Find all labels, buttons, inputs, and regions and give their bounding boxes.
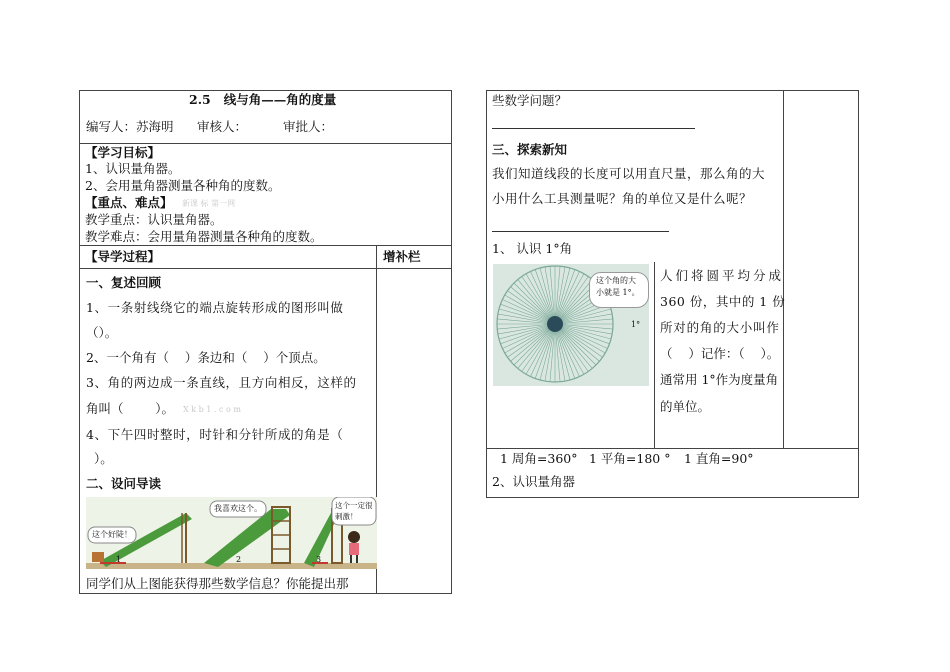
- slide-bubble-1: 这个好陡！: [92, 530, 132, 539]
- reviewer-label: 审核人：: [197, 119, 248, 134]
- left-row-divider: [79, 245, 452, 246]
- degree-text: 人们将圆平均分成: [660, 268, 785, 283]
- degree-text: 360 份，其中的 1 份: [660, 294, 786, 309]
- circle-center: [547, 316, 563, 332]
- answer-blank-line: [492, 231, 669, 232]
- unit-straight-angle: 1 平角=180 °: [589, 451, 671, 466]
- left-row-divider: [79, 143, 452, 144]
- degree-heading: 1、 认识 1°角: [492, 241, 573, 256]
- review-line: 4、下午四时整时，时针和分针所成的角是（: [86, 427, 344, 442]
- continuation-text: 些数学问题？: [492, 93, 568, 108]
- explore-text: 我们知道线段的长度可以用直尺量，那么角的大: [492, 166, 766, 181]
- degree-circle-illustration: [493, 264, 649, 386]
- image-text-divider: [654, 262, 655, 448]
- degree-text: （ ）记作：（ ）。: [660, 346, 780, 361]
- approver-label: 审批人：: [283, 119, 334, 134]
- watermark-text: X k b 1 . c o m: [183, 405, 241, 414]
- review-line: 1、一条射线绕它的端点旋转形成的图形叫做: [86, 300, 344, 315]
- watermark-text: 新课 标 第一网: [182, 199, 236, 208]
- explore-text: 小用什么工具测量呢？角的单位又是什么呢？: [492, 191, 753, 206]
- guide-heading: 二、设问导读: [86, 476, 162, 491]
- review-line: 2、一个角有（ ）条边和（ ）个顶点。: [86, 350, 326, 365]
- goal-item: 1、认识量角器。: [85, 161, 181, 176]
- slide-bubble-3: 这个一定很刺激！: [335, 501, 373, 521]
- slides-illustration: [86, 497, 377, 569]
- review-line: （）。: [86, 325, 118, 340]
- key-point: 教学重点：认识量角器。: [85, 212, 223, 227]
- slide-bubble-2: 我喜欢这个。: [214, 504, 262, 513]
- slide-number-2: 2: [236, 555, 242, 564]
- right-row-divider: [486, 448, 859, 449]
- circle-bubble-text: 这个角的大: [596, 276, 636, 285]
- lesson-title: 2.5 线与角——角的度量: [189, 92, 337, 107]
- degree-text: 的单位。: [660, 399, 711, 414]
- circle-bubble-text: 小就是 1°。: [596, 288, 640, 297]
- degree-text: 所对的角的大小叫作: [660, 320, 780, 335]
- writer-label: 编写人：苏海明: [86, 119, 174, 134]
- difficult-point: 教学难点：会用量角器测量各种角的度数。: [85, 229, 323, 244]
- protractor-heading: 2、认识量角器: [492, 474, 575, 489]
- one-degree-mark: 1°: [631, 320, 641, 329]
- degree-text: 通常用 1°作为度量角: [660, 372, 779, 387]
- slide-number-3: 3: [316, 555, 322, 564]
- explore-heading: 三、探索新知: [492, 142, 568, 157]
- answer-blank-line: [492, 128, 695, 129]
- left-row-divider: [79, 268, 452, 269]
- unit-full-angle: 1 周角=360°: [500, 451, 578, 466]
- review-line: 角叫（ ）。: [86, 401, 175, 416]
- question-text: 同学们从上图能获得那些数学信息？你能提出那: [86, 576, 349, 591]
- review-heading: 一、复述回顾: [86, 275, 162, 290]
- key-points-heading: 【重点、难点】: [85, 195, 173, 210]
- review-line: 3、角的两边成一条直线，且方向相反，这样的: [86, 375, 357, 390]
- goal-item: 2、会用量角器测量各种角的度数。: [85, 178, 281, 193]
- goals-heading: 【学习目标】: [85, 145, 161, 160]
- supplement-heading: 增补栏: [383, 249, 421, 264]
- slide-number-1: 1: [116, 555, 122, 564]
- review-line: ）。: [86, 451, 113, 466]
- process-heading: 【导学过程】: [85, 249, 161, 264]
- unit-right-angle: 1 直角=90°: [684, 451, 754, 466]
